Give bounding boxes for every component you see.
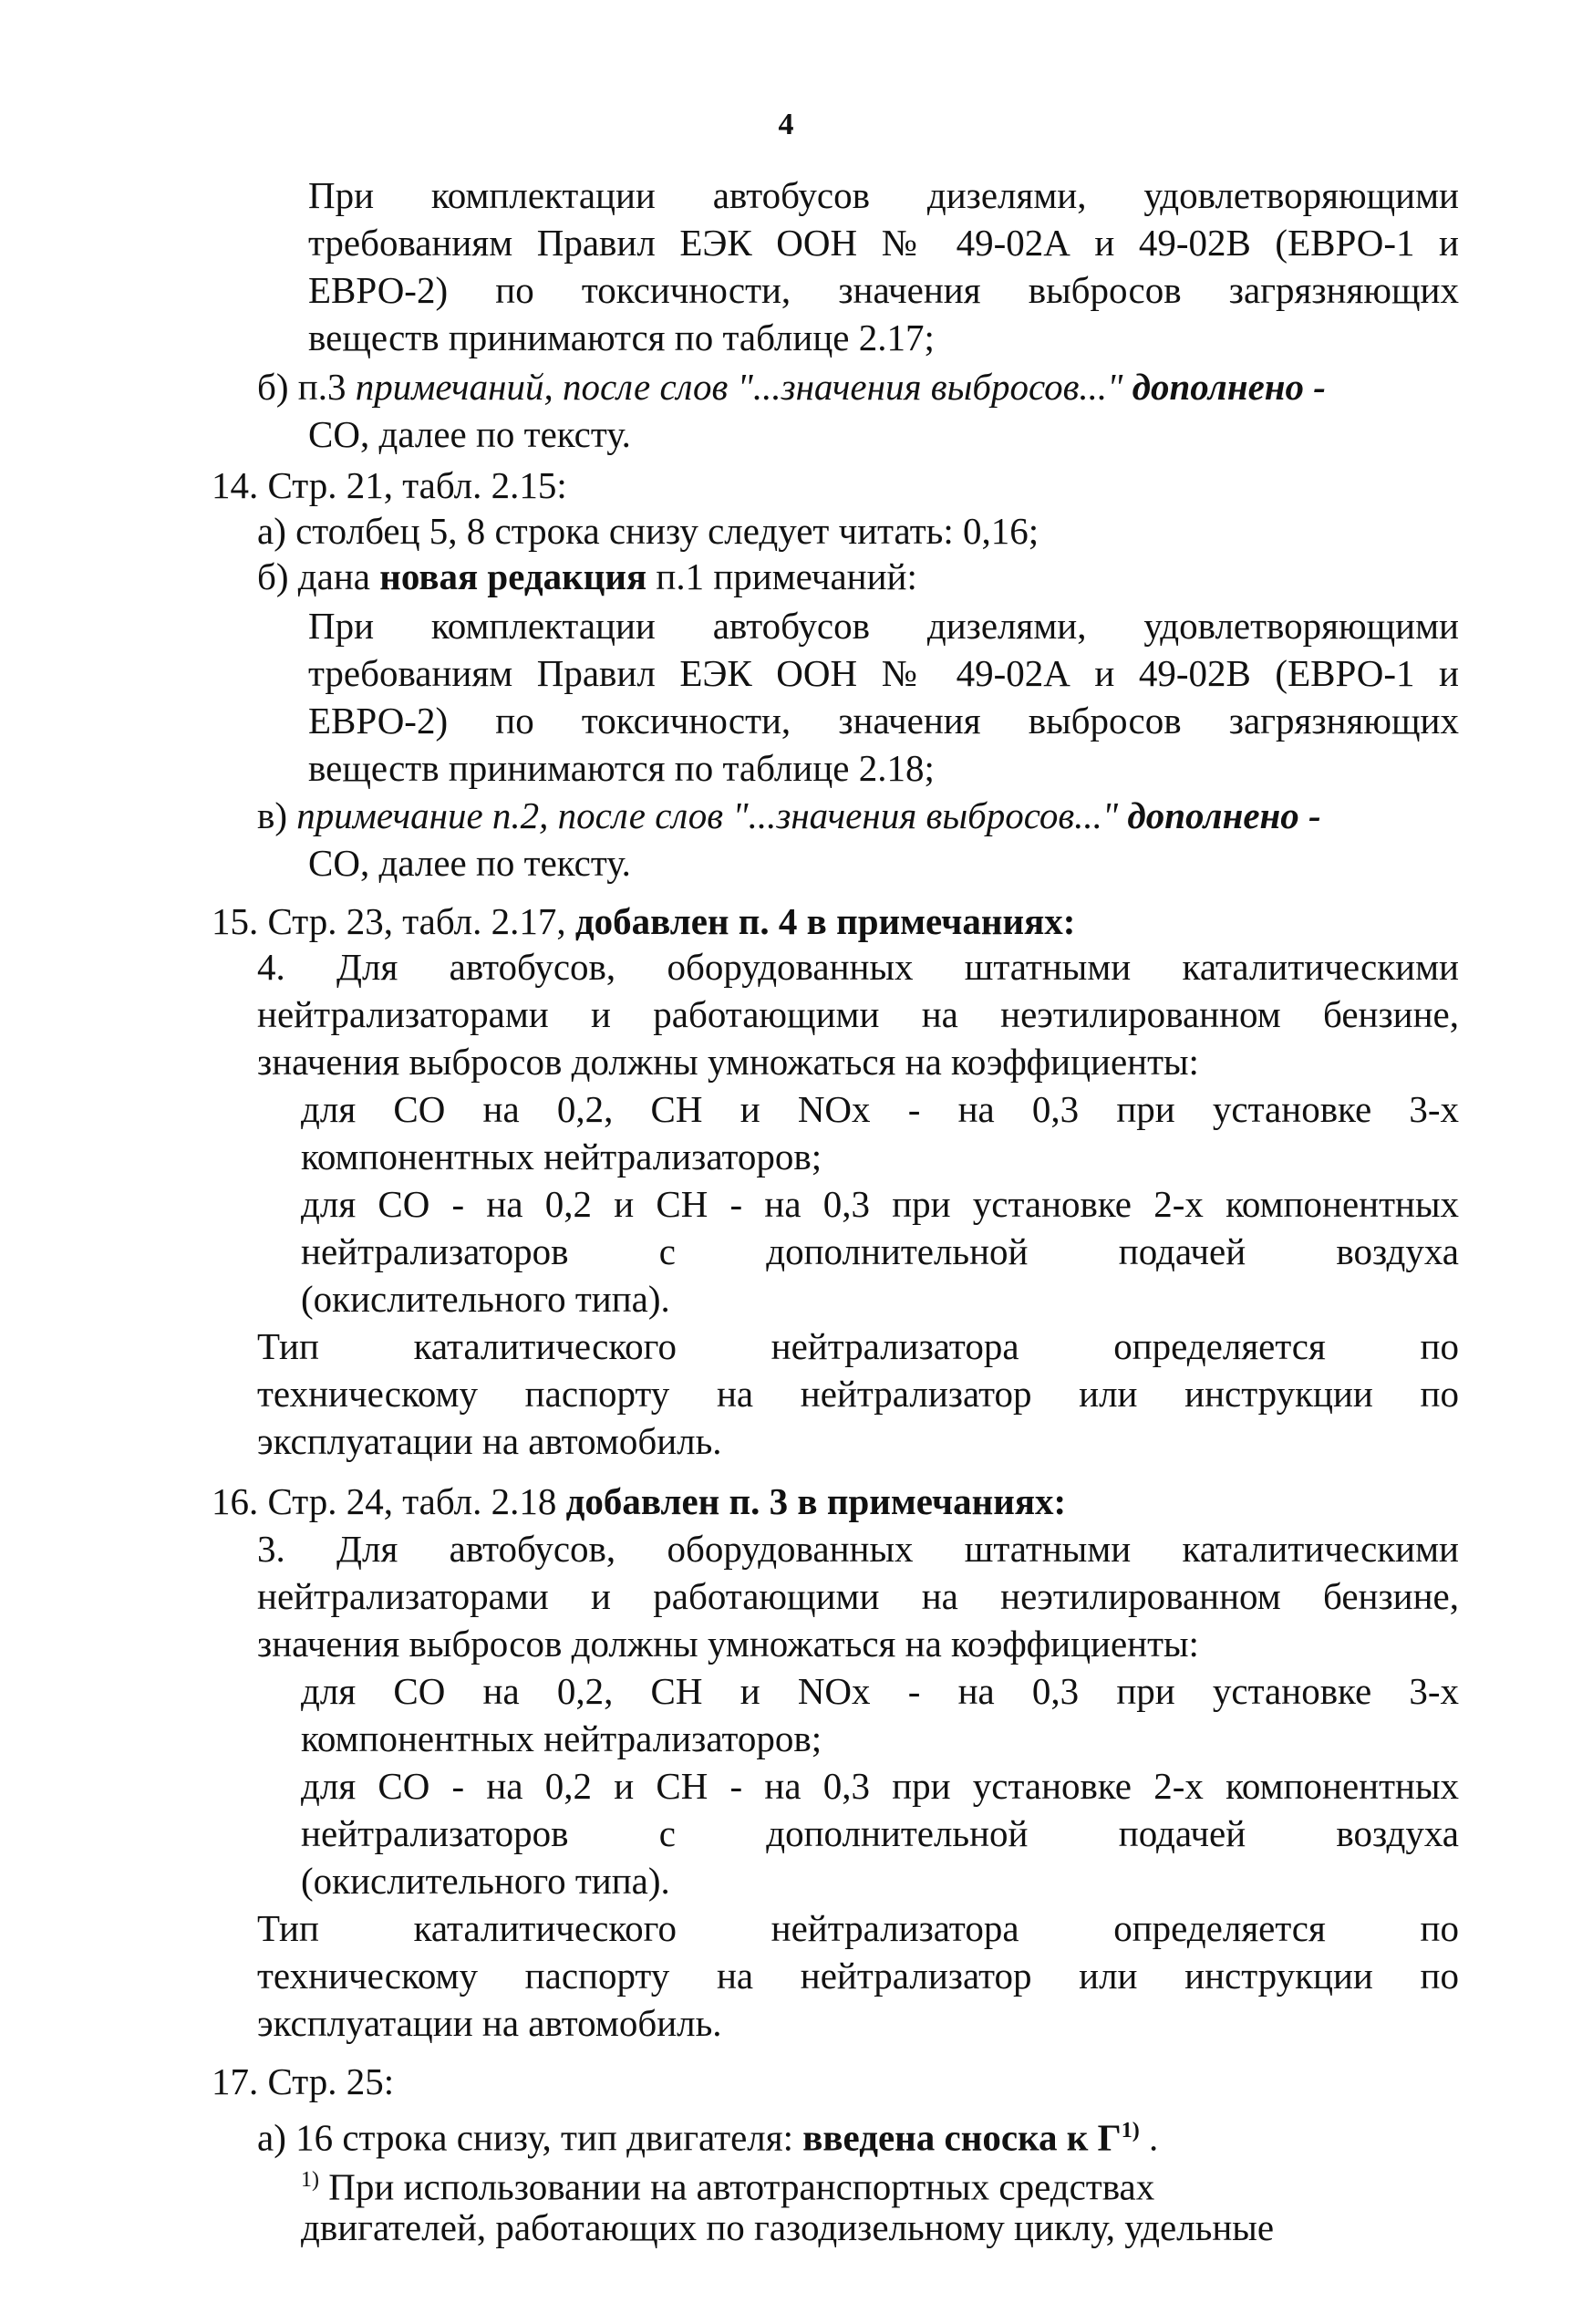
item-16-heading: [212, 1478, 1066, 1525]
item-14-b-bold: новая редакция: [379, 555, 647, 597]
item-16-note-line-1: 3. Для автобусов, оборудованных штатными каталитическими: [257, 1528, 1459, 1570]
intro-item-b-prefix: б) п.3: [257, 366, 356, 408]
item-15-note-line-3: значения выбросов должны умножаться на коэффициенты:: [257, 1041, 1199, 1083]
intro-item-b-bold: дополнено -: [1122, 366, 1326, 408]
item-14-b: [257, 553, 917, 600]
item-16-note-line-3: значения выбросов должны умножаться на коэффициенты:: [257, 1623, 1199, 1665]
item-15-type-line-2: техническому паспорту на нейтрализатор или инструкции по: [257, 1373, 1459, 1415]
item-17-a-end: .: [1139, 2116, 1159, 2159]
item-16-sub-line-1: для СО на 0,2, СН и NOx - на 0,3 при установке 3-х: [301, 1670, 1459, 1712]
item-15-sub-line-5: (окислительного типа).: [301, 1278, 670, 1320]
item-14-c-prefix: в): [257, 794, 297, 836]
item-15-note-line-2: нейтрализаторами и работающими на неэтилированном бензине,: [257, 993, 1459, 1035]
intro-line-2: требованиям Правил ЕЭК ООН № 49-02А и 49-02В (ЕВРО-1 и: [308, 222, 1459, 264]
item-14-heading: 14. Стр. 21, табл. 2.15:: [212, 464, 567, 506]
item-17-heading: 17. Стр. 25:: [212, 2060, 395, 2102]
item-16-type-line-1: Тип каталитического нейтрализатора определяется по: [257, 1907, 1459, 1949]
footnote-line-2: двигателей, работающих по газодизельному циклу, удельные: [301, 2206, 1275, 2248]
item-15-heading-prefix: 15. Стр. 23, табл. 2.17,: [212, 900, 575, 942]
intro-line-3: ЕВРО-2) по токсичности, значения выбросов загрязняющих: [308, 269, 1459, 311]
item-14-para-line-1: При комплектации автобусов дизелями, удовлетворяющими: [308, 605, 1459, 647]
item-15-sub-line-2: компонентных нейтрализаторов;: [301, 1136, 822, 1178]
item-15-note-line-1: 4. Для автобусов, оборудованных штатными каталитическими: [257, 946, 1459, 988]
item-16-heading-bold: добавлен п. 3 в примечаниях:: [565, 1480, 1067, 1522]
item-16-sub-line-4: нейтрализаторов с дополнительной подачей воздуха: [301, 1812, 1459, 1854]
intro-line-1: При комплектации автобусов дизелями, удовлетворяющими: [308, 174, 1459, 216]
item-15-type-line-1: Тип каталитического нейтрализатора определяется по: [257, 1325, 1459, 1367]
item-14-b-suffix: п.1 примечаний:: [646, 555, 917, 597]
item-14-para-line-4: веществ принимаются по таблице 2.18;: [308, 747, 935, 789]
footnote-text-1: При использовании на автотранспортных средствах: [319, 2165, 1155, 2208]
item-16-type-line-3: эксплуатации на автомобиль.: [257, 2002, 722, 2044]
item-17-a-bold: введена сноска к Г: [802, 2116, 1122, 2159]
item-17-a-footnote-ref: 1): [1121, 2119, 1140, 2142]
item-14-c: [257, 792, 1321, 839]
item-14-para-line-2: требованиям Правил ЕЭК ООН № 49-02А и 49-02В (ЕВРО-1 и: [308, 652, 1459, 694]
footnote-mark: 1): [301, 2168, 319, 2192]
item-16-sub-line-2: компонентных нейтрализаторов;: [301, 1717, 822, 1759]
item-15-sub-line-1: для СО на 0,2, СН и NOx - на 0,3 при установке 3-х: [301, 1088, 1459, 1130]
page-number: 4: [778, 108, 794, 141]
item-15-sub-line-4: нейтрализаторов с дополнительной подачей воздуха: [301, 1230, 1459, 1272]
item-16-note-line-2: нейтрализаторами и работающими на неэтилированном бензине,: [257, 1575, 1459, 1617]
footnote-line-1: [301, 2156, 1154, 2211]
item-17-a: [257, 2107, 1158, 2162]
item-14-c-italic: примечание п.2, после слов "...значения выбросов...": [296, 794, 1119, 836]
item-15-sub-line-3: для СО - на 0,2 и СН - на 0,3 при установке 2-х компонентных: [301, 1183, 1459, 1225]
intro-line-4: веществ принимаются по таблице 2.17;: [308, 316, 935, 358]
item-16-heading-prefix: 16. Стр. 24, табл. 2.18: [212, 1480, 566, 1522]
item-14-c-line-2: СО, далее по тексту.: [308, 842, 631, 884]
item-14-a: а) столбец 5, 8 строка снизу следует читать: 0,16;: [257, 510, 1039, 552]
item-15-heading: [212, 897, 1075, 945]
item-14-c-bold: дополнено -: [1118, 794, 1321, 836]
item-15-type-line-3: эксплуатации на автомобиль.: [257, 1420, 722, 1462]
item-16-type-line-2: техническому паспорту на нейтрализатор или инструкции по: [257, 1955, 1459, 1997]
item-16-sub-line-5: (окислительного типа).: [301, 1860, 670, 1902]
item-16-sub-line-3: для СО - на 0,2 и СН - на 0,3 при установке 2-х компонентных: [301, 1765, 1459, 1807]
intro-item-b-line-2: СО, далее по тексту.: [308, 413, 631, 455]
intro-item-b-italic: примечаний, после слов "...значения выбросов...": [355, 366, 1123, 408]
item-17-a-prefix: а) 16 строка снизу, тип двигателя:: [257, 2116, 803, 2159]
item-14-para-line-3: ЕВРО-2) по токсичности, значения выбросов загрязняющих: [308, 700, 1459, 742]
intro-item-b: [257, 363, 1326, 410]
item-14-b-prefix: б) дана: [257, 555, 380, 597]
item-15-heading-bold: добавлен п. 4 в примечаниях:: [574, 900, 1076, 942]
